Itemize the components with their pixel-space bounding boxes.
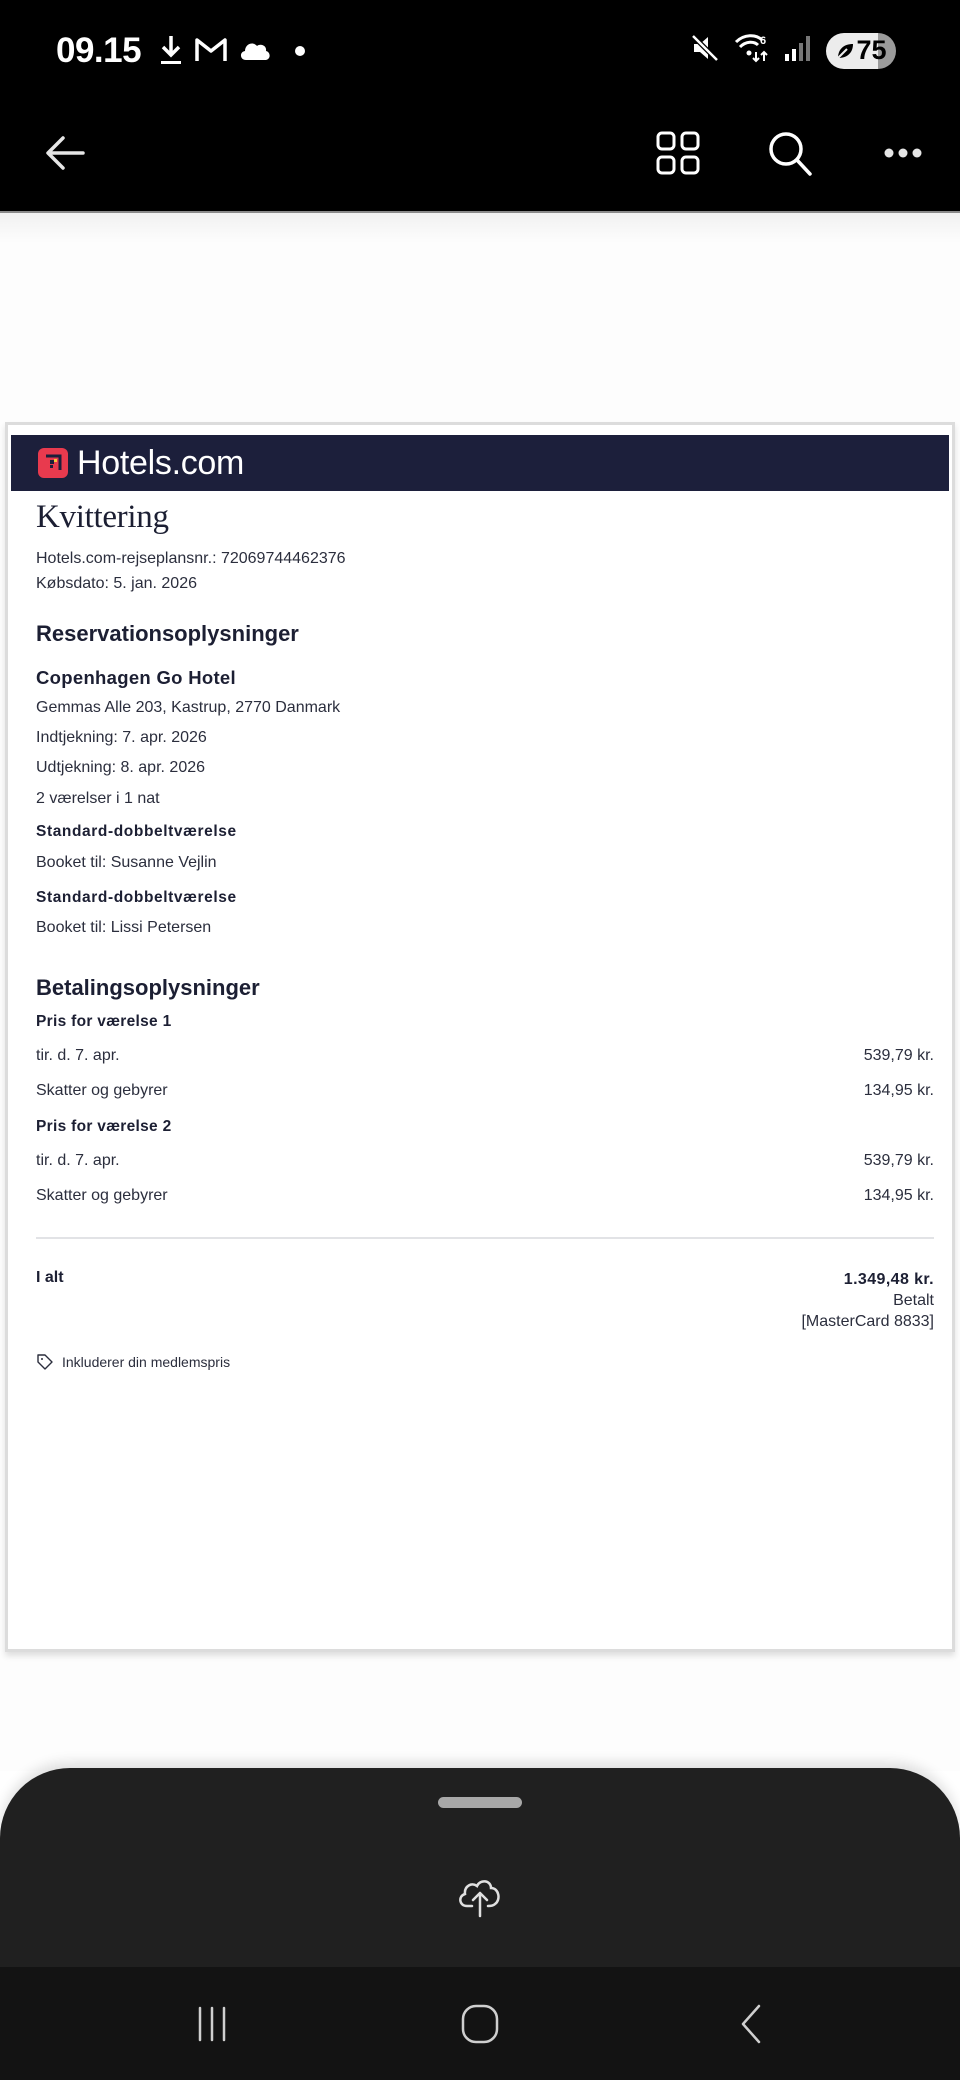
system-back-button[interactable] — [710, 1989, 790, 2059]
tag-icon — [36, 1353, 54, 1371]
svg-text:6: 6 — [760, 35, 767, 47]
app-bar — [0, 96, 960, 211]
payment-heading: Betalingsoplysninger — [36, 975, 260, 1000]
room-type: Standard-dobbeltværelse — [36, 889, 237, 906]
checkin-date: Indtjekning: 7. apr. 2026 — [36, 729, 207, 746]
total-label: I alt — [36, 1269, 64, 1286]
price-row — [36, 1047, 934, 1065]
back-icon — [735, 2003, 765, 2045]
wifi-6-icon — [734, 32, 770, 69]
search-icon — [766, 129, 814, 177]
back-button[interactable] — [30, 118, 100, 188]
receipt-title: Kvittering — [36, 499, 169, 535]
more-options-button[interactable] — [868, 118, 938, 188]
dot-icon — [294, 44, 306, 62]
purchase-date: Købsdato: 5. jan. 2026 — [36, 575, 197, 592]
total-amount: 1.349,48 kr. — [843, 1271, 934, 1288]
price-amount: 539,79 kr. — [863, 1152, 934, 1169]
total-details — [801, 1269, 934, 1332]
grid-view-button[interactable] — [643, 118, 713, 188]
battery-level: 75 — [856, 35, 887, 65]
home-icon — [460, 2003, 500, 2045]
price-label: tir. d. 7. apr. — [36, 1047, 120, 1064]
room-guest: Booket til: Susanne Vejlin — [36, 854, 217, 871]
home-button[interactable] — [440, 1989, 520, 2059]
download-icon — [158, 34, 184, 71]
price-row — [36, 1187, 934, 1205]
grid-view-icon — [655, 130, 701, 176]
price-row — [36, 1082, 934, 1100]
price-amount: 539,79 kr. — [863, 1047, 934, 1064]
price-amount: 134,95 kr. — [863, 1082, 934, 1099]
receipt-document[interactable] — [5, 422, 955, 1652]
room-price-label: Pris for værelse 2 — [36, 1118, 172, 1135]
battery-indicator — [826, 33, 896, 69]
status-bar — [0, 0, 960, 96]
sheet-drag-handle[interactable] — [438, 1797, 522, 1808]
gmail-icon — [194, 36, 228, 69]
room-type: Standard-dobbeltværelse — [36, 823, 237, 840]
cloud-upload-button[interactable] — [450, 1866, 510, 1926]
power-saving-leaf-icon — [835, 41, 855, 61]
member-price-note — [36, 1353, 230, 1371]
cloud-upload-icon — [455, 1874, 505, 1918]
mute-icon — [690, 33, 720, 68]
price-label: Skatter og gebyrer — [36, 1082, 168, 1099]
room-price-label: Pris for værelse 1 — [36, 1013, 172, 1030]
price-amount: 134,95 kr. — [863, 1187, 934, 1204]
checkout-date: Udtjekning: 8. apr. 2026 — [36, 759, 206, 776]
payment-card: [MasterCard 8833] — [801, 1313, 934, 1330]
price-label: tir. d. 7. apr. — [36, 1152, 120, 1169]
bottom-sheet — [0, 1768, 960, 1968]
notification-icons — [158, 34, 306, 71]
system-navigation-bar — [0, 1967, 960, 2080]
recent-apps-icon — [192, 2004, 232, 2044]
rooms-nights: 2 værelser i 1 nat — [36, 790, 160, 807]
hotel-address: Gemmas Alle 203, Kastrup, 2770 Danmark — [36, 699, 341, 716]
brand-name: Hotels.com — [77, 443, 245, 482]
system-icons — [690, 32, 896, 69]
status-time: 09.15 — [56, 31, 142, 70]
hotel-name: Copenhagen Go Hotel — [36, 667, 236, 688]
more-icon — [883, 147, 923, 159]
member-note-text: Inkluderer din medlemspris — [62, 1354, 231, 1370]
reservation-heading: Reservationsoplysninger — [36, 621, 299, 646]
arrow-left-icon — [43, 133, 87, 173]
search-button[interactable] — [755, 118, 825, 188]
room-guest: Booket til: Lissi Petersen — [36, 919, 212, 936]
itinerary-number: Hotels.com-rejseplansnr.: 72069744462376 — [36, 550, 346, 567]
signal-icon — [784, 34, 812, 67]
brand-header — [11, 435, 949, 491]
price-row — [36, 1152, 934, 1170]
payment-status: Betalt — [893, 1292, 934, 1309]
recent-apps-button[interactable] — [172, 1989, 252, 2059]
cloud-icon — [238, 39, 272, 66]
hotels-logo-icon — [38, 448, 68, 478]
divider — [36, 1237, 934, 1239]
price-label: Skatter og gebyrer — [36, 1187, 168, 1204]
